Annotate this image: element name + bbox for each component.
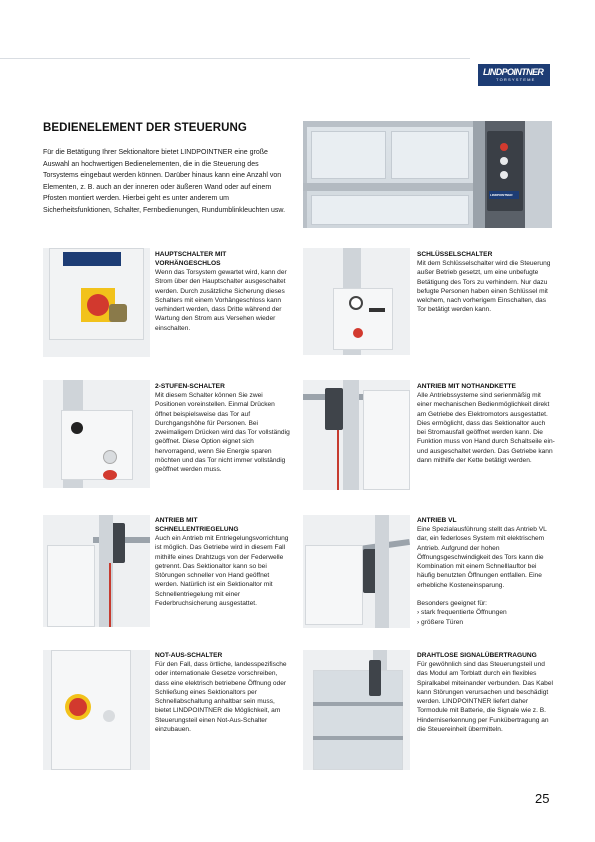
section-text-chain-drive: Alle Antriebssysteme sind serienmäßig mit einer mechanischen Bedienmöglichkeit direkt am Getriebe des Elektromotors ausgestattet. Dies ermöglicht, dass das Sektionaltor auch bei Stromausfall geöffnet werden kann. Die Funktion muss von Hand durch Schaltseile ein- und ausgeschaltet werden. Das Getriebe kann dann mithilfe der Kette betätigt werden. bbox=[417, 392, 555, 465]
window-pane bbox=[311, 131, 386, 179]
stop-button-icon bbox=[500, 157, 508, 165]
logo-tagline: TORSYSTEME bbox=[496, 77, 536, 82]
glass-door-section bbox=[313, 670, 403, 770]
section-text-key-switch: Mit dem Schlüsselschalter wird die Steuerung außer Betrieb gesetzt, um eine unbefugte Betätigung des Tors zu verhindern. Nur dazu befugte Personen haben einen Schlüssel mit welchem, nach vorherigem Einschalten, das Tor betätigt werden kann. bbox=[417, 260, 551, 314]
section-text-emergency-stop: Für den Fall, dass örtliche, landesspezifische oder internationale Gesetze vorschreiben, dass eine elektrisch betriebene Öffnung oder Schließung eines Sektionaltors per Schnellabschaltung anhaltbar sein muss, bietet LINDPOINTNER die Möglichkeit, am Steuerungsteil einen Not-Aus-Schalter einzubauen. bbox=[155, 661, 287, 734]
open-button-icon bbox=[500, 143, 508, 151]
door-rail bbox=[313, 702, 403, 706]
door-section bbox=[363, 390, 410, 490]
vl-drive-image bbox=[303, 515, 410, 628]
vl-drive-description: Eine Spezialausführung stellt das Antrieb VL dar, ein federloses System mit elektrischem Antrieb. Aufgrund der hohen Öffnungsgeschwindigkeit des Tors kann die Kombination mit einem Schnelllauftor bei häufig benutzten Öffnungen entfallen. Eine erhebliche Kosteneinsparung. bbox=[417, 526, 547, 589]
emergency-stop-image bbox=[43, 650, 150, 770]
vl-drive-bullet-list bbox=[417, 608, 555, 627]
section-title-chain-drive: ANTRIEB MIT NOTHANDKETTE bbox=[417, 383, 516, 390]
release-cable bbox=[109, 563, 111, 627]
key-cylinder-icon bbox=[349, 296, 363, 310]
quick-release-drive-image bbox=[43, 515, 150, 627]
control-box-logo bbox=[489, 191, 519, 199]
wireless-module bbox=[369, 660, 381, 696]
list-item: › stark frequentierte Öffnungen bbox=[417, 608, 555, 617]
section-text-main-switch: Wenn das Torsystem gewartet wird, kann der Strom über den Hauptschalter ausgeschaltet werden. Durch zusätzliche Sicherung dieses Schalters mit einem Vorhängeschloss kann verhindert werden, dass Dritte während der Wartung den Strom aus Versehen wieder einschalten. bbox=[155, 269, 287, 332]
section-text-two-stage: Mit diesem Schalter können Sie zwei Positionen voreinstellen. Einmal Drücken öffnet beispielsweise das Tor auf Durchgangshöhe für Personen. Bei zweimaligem Drücken wird das Tor vollständig geöffnet. Diese Option eignet sich hervorragend, wenn Sie Energie sparen möchten und das Tor nicht immer vollständig geöffnet werden muss. bbox=[155, 392, 290, 474]
door-section bbox=[305, 545, 363, 625]
header-rule bbox=[0, 58, 470, 59]
side-guide-rail bbox=[525, 121, 552, 228]
section-title-vl-drive: ANTRIEB VL bbox=[417, 517, 457, 524]
page-number: 25 bbox=[535, 791, 550, 806]
door-post bbox=[473, 121, 485, 228]
arrow-button-icon bbox=[103, 710, 115, 722]
logo-wordmark: LINDPOINTNER bbox=[483, 67, 544, 77]
door-rail bbox=[303, 183, 473, 191]
close-button-icon bbox=[500, 171, 508, 179]
red-switch-knob-icon bbox=[87, 294, 109, 316]
brand-logo bbox=[478, 64, 550, 86]
section-title-key-switch: SCHLÜSSELSCHALTER bbox=[417, 251, 493, 258]
guide-rail bbox=[375, 515, 389, 628]
door-panel bbox=[311, 195, 469, 225]
vl-drive-suited-label: Besonders geeignet für: bbox=[417, 600, 488, 608]
arrow-button-icon bbox=[103, 450, 117, 464]
section-title-main-switch: HAUPTSCHALTER MIT VORHÄNGESCHLOS bbox=[155, 251, 227, 267]
door-section bbox=[47, 545, 95, 627]
switch-housing bbox=[61, 410, 133, 480]
section-title-wireless: DRAHTLOSE SIGNALÜBERTRAGUNG bbox=[417, 652, 537, 659]
main-switch-image bbox=[43, 248, 150, 357]
padlock-icon bbox=[109, 304, 127, 322]
indicator-icon bbox=[353, 328, 363, 338]
stop-button-icon bbox=[103, 470, 117, 480]
hero-control-unit-image bbox=[303, 121, 552, 228]
section-text-wireless: Für gewöhnlich sind das Steuerungsteil und das Modul am Torblatt durch ein flexibles Spiralkabel miteinander verbunden. Das Kabel kann Störungen verursachen und beschädigt werden. LINDPOINTNER liefert daher Tormodule mit Batterie, die Signale wie z. B. Hinderniserkennung per Funkübertragung an die Steuereinheit übermitteln. bbox=[417, 661, 553, 734]
hand-chain bbox=[337, 430, 339, 490]
wireless-signal-image bbox=[303, 650, 410, 770]
window-pane bbox=[391, 131, 469, 179]
two-stage-knob-icon bbox=[71, 422, 83, 434]
drive-motor bbox=[325, 388, 343, 430]
section-text-vl-drive bbox=[417, 525, 555, 627]
section-title-quick-release: ANTRIEB MIT SCHNELLENTRIEGELUNG bbox=[155, 517, 239, 533]
two-stage-switch-image bbox=[43, 380, 150, 488]
switch-brand-plate bbox=[63, 252, 121, 266]
control-box-logo-text: LINDPOINTNER bbox=[490, 193, 513, 197]
section-title-two-stage: 2-STUFEN-SCHALTER bbox=[155, 383, 225, 390]
switch-housing bbox=[333, 288, 393, 350]
intro-paragraph: Für die Betätigung Ihrer Sektionaltore bietet LINDPOINTNER eine große Auswahl an hochwertigen Bedienelementen, die in die Steuerung des Torsystems eingebaut werden können. Darüber hinaus kann eine Anzahl von Elementen, z. B. auch an der inneren oder äußeren Wand oder auf einem Pfosten montiert werden. Hierbei geht es unter anderem um Sicherheitsfunktionen, Schalter, Fernbedienungen, Rundumblinkleuchten usw. bbox=[43, 149, 286, 214]
key-icon bbox=[369, 308, 385, 312]
emergency-stop-button-icon bbox=[69, 698, 87, 716]
page-title: BEDIENELEMENT DER STEUERUNG bbox=[43, 122, 247, 134]
section-text-quick-release: Auch ein Antrieb mit Entriegelungsvorrichtung ist möglich. Das Getriebe wird in diesem Fall mithilfe eines Drahtzugs von der Federwelle getrennt. Das Sektionaltor kann so bei Störungen schneller von Hand geöffnet werden. Natürlich ist ein Sektionaltor mit Schnellentriegelung mit einer Federbruchsicherung ausgestattet. bbox=[155, 535, 289, 608]
key-switch-image bbox=[303, 248, 410, 355]
control-housing bbox=[51, 650, 131, 770]
chain-drive-image bbox=[303, 380, 410, 490]
door-rail bbox=[313, 736, 403, 740]
guide-rail bbox=[343, 380, 359, 490]
section-title-emergency-stop: NOT-AUS-SCHALTER bbox=[155, 652, 223, 659]
list-item: › größere Türen bbox=[417, 618, 555, 627]
